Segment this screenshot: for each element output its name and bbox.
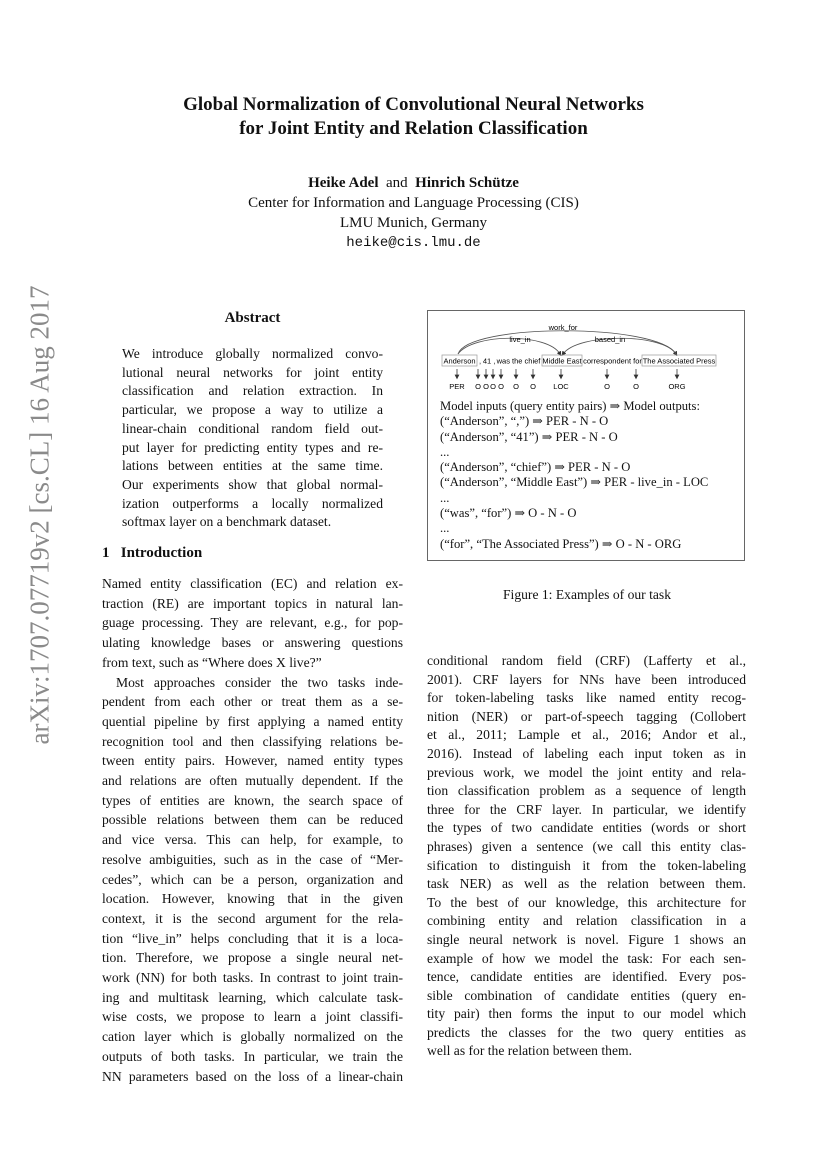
dependency-diagram [428, 311, 746, 401]
text-line: ing and multitask learning, which calculate task- [102, 989, 403, 1005]
text-line: single neural network is novel. Figure 1 shows an [427, 931, 746, 947]
token: Middle East [542, 356, 582, 366]
text-line: lations between entities at the same time. [122, 458, 383, 474]
text-line: and vice versa. This can help, for example, to [102, 832, 403, 848]
text-line: types of entities are known, the search space of [102, 792, 403, 808]
text-line: ization outperforms a locally normalized [122, 495, 383, 511]
work-for-arc [458, 331, 676, 354]
email: heike@cis.lmu.de [346, 235, 481, 251]
text-line: tity pair) then forms the input to our model which [427, 1006, 746, 1022]
relation-label: work_for [548, 323, 578, 332]
text-line: Named entity classification (EC) and relation ex- [102, 576, 403, 591]
author-name: Hinrich Schütze [415, 175, 519, 191]
text-line: example of how we model the task: For each sen- [427, 950, 746, 966]
text-line: Our experiments show that global normal- [122, 476, 383, 492]
entity-label: O [633, 382, 639, 391]
text-line: pendent from each other or treat them as a se- [102, 694, 403, 710]
token: was the chief [496, 356, 541, 366]
figure-example-line: (“Anderson”, “41”) ⇒ PER - N - O [440, 429, 618, 444]
entity-label: O [530, 382, 536, 391]
affiliation: Center for Information and Language Processing (CIS) [248, 195, 579, 211]
entity-label: PER [449, 382, 465, 391]
text-line: sible combination of candidate entities (query en- [427, 987, 746, 1003]
entity-label: ORG [668, 382, 686, 391]
token: , [478, 356, 482, 366]
text-line: wise costs, we propose to learn a joint classifi- [102, 1009, 403, 1025]
section-title: Introduction [120, 545, 203, 561]
author-block [0, 173, 827, 253]
author-conjunction: and [386, 175, 408, 191]
paper-title [0, 93, 827, 141]
text-line: context, it is the second argument for the rela- [102, 910, 403, 926]
text-line: To the best of our knowledge, this architecture for [427, 894, 746, 910]
text-line: guage processing. They are relevant, e.g., for pop- [102, 615, 403, 631]
text-line: et al., 2011; Lample et al., 2016; Andor et al., [427, 727, 746, 743]
intro-right-column [427, 652, 746, 1061]
model-io-examples [440, 399, 708, 552]
author-name: Heike Adel [308, 175, 379, 191]
text-line: tion “live_in” helps concluding that it is a loca- [102, 930, 403, 946]
figure-example-line: (“Anderson”, “Middle East”) ⇒ PER - live_in - LOC [440, 475, 709, 490]
figure-example-line: (“Anderson”, “,”) ⇒ PER - N - O [440, 414, 609, 429]
section-number: 1 [102, 545, 110, 561]
figure-caption: Figure 1: Examples of our task [502, 587, 671, 602]
text-line: quential pipeline by first applying a named entity [102, 713, 403, 729]
text-line: the types of two candidate entities (words or short [427, 820, 746, 836]
title-line: Global Normalization of Convolutional Neural Networks [183, 94, 644, 115]
token: The Associated Press [642, 356, 716, 366]
entity-label: O [483, 382, 489, 391]
text-line: We introduce globally normalized convo- [122, 346, 383, 361]
token: 41 [482, 356, 492, 366]
figure-example-line: ... [440, 444, 450, 459]
entity-label: O [490, 382, 496, 391]
figure-1 [427, 310, 745, 561]
text-line: from text, such as “Where does X live?” [102, 654, 322, 670]
abstract-heading: Abstract [224, 310, 281, 326]
relation-label: live_in [509, 335, 531, 344]
figure-example-line: Model inputs (query entity pairs) ⇒ Model outputs: [440, 399, 700, 413]
text-line: tween entity pairs. However, named entity types [102, 753, 403, 769]
arxiv-identifier: arXiv:1707.07719v2 [cs.CL] 16 Aug 2017 [24, 285, 55, 745]
token: Anderson [443, 356, 476, 366]
text-line: nition (NER) or part-of-speech tagging (Collobert [427, 708, 746, 724]
text-line: combining entity and relation classification in a [427, 913, 746, 929]
entity-label: O [604, 382, 610, 391]
text-line: Most approaches consider the two tasks inde- [116, 674, 403, 690]
text-line: sification to distinguish it from the token-labeling [427, 857, 746, 873]
location: LMU Munich, Germany [339, 215, 488, 231]
figure-example-line: (“for”, “The Associated Press”) ⇒ O - N - ORG [440, 536, 682, 551]
token: correspondent for [583, 356, 642, 366]
text-line: classification and relation extraction. In [122, 383, 383, 399]
text-line: cation layer which is globally normalized on the [102, 1029, 403, 1045]
token: , [493, 356, 496, 366]
text-line: task NER) as well as the relation between them. [427, 876, 746, 892]
figure-example-line: (“was”, “for”) ⇒ O - N - O [440, 506, 577, 521]
text-line: lutional neural networks for joint entity [122, 364, 383, 380]
text-line: three for the CRF layer. In particular, we identify [427, 801, 746, 817]
intro-left-column [102, 574, 403, 1086]
text-line: traction (RE) are important topics in natural lan- [102, 595, 403, 611]
text-line: and relations are often mutually dependent. If the [102, 773, 403, 789]
text-line: recognition tool and then classifying relations be- [102, 733, 403, 749]
text-line: tion. Therefore, we propose a single neural net- [102, 950, 403, 966]
text-line: NN parameters based on the loss of a linear-chain [102, 1068, 403, 1084]
text-line: put layer for predicting entity types and re- [122, 439, 383, 455]
text-line: ulating knowledge bases or answering questions [102, 635, 403, 651]
text-line: well as for the relation between them. [427, 1043, 632, 1059]
entity-label: O [513, 382, 519, 391]
text-line: linear-chain conditional random field out- [122, 420, 383, 436]
text-line: location. However, knowing that in the given [102, 891, 403, 907]
text-line: work (NN) for both tasks. In contrast to joint train- [102, 970, 403, 986]
text-line: for token-labeling tasks like named entity recog- [427, 690, 746, 706]
text-line: conditional random field (CRF) (Lafferty et al., [427, 653, 746, 668]
text-line: softmax layer on a benchmark dataset. [122, 514, 332, 530]
text-line: resolve ambiguities, such as in the case of “Mer- [102, 851, 403, 867]
text-line: possible relations between them can be reduced [102, 812, 403, 828]
text-line: tence, candidate entities are identified. Every pos- [427, 969, 746, 985]
abstract-text [122, 345, 383, 532]
entity-label: O [498, 382, 504, 391]
section-heading [102, 545, 202, 562]
figure-example-line: ... [440, 490, 450, 505]
entity-label: LOC [553, 382, 569, 391]
text-line: previous work, we model the joint entity and rela- [427, 764, 746, 780]
entity-label: O [475, 382, 481, 391]
text-line: outputs of both tasks. In particular, we train the [102, 1048, 403, 1064]
title-line: for Joint Entity and Relation Classification [239, 118, 588, 139]
relation-label: based_in [594, 335, 626, 344]
figure-example-line: (“Anderson”, “chief”) ⇒ PER - N - O [440, 460, 631, 475]
text-line: particular, we propose a way to utilize a [122, 402, 383, 418]
text-line: phrases) given a sentence (we call this entity clas- [427, 838, 746, 854]
text-line: 2016). Instead of labeling each input token as in [427, 745, 746, 761]
text-line: tion classification problem as a sequence of length [427, 783, 746, 799]
text-line: cedes”, which can be a person, organization and [102, 871, 403, 887]
text-line: 2001). CRF layers for NNs have been introduced [427, 671, 746, 687]
figure-example-line: ... [440, 521, 450, 536]
text-line: predicts the classes for the two query entities as [427, 1024, 746, 1040]
